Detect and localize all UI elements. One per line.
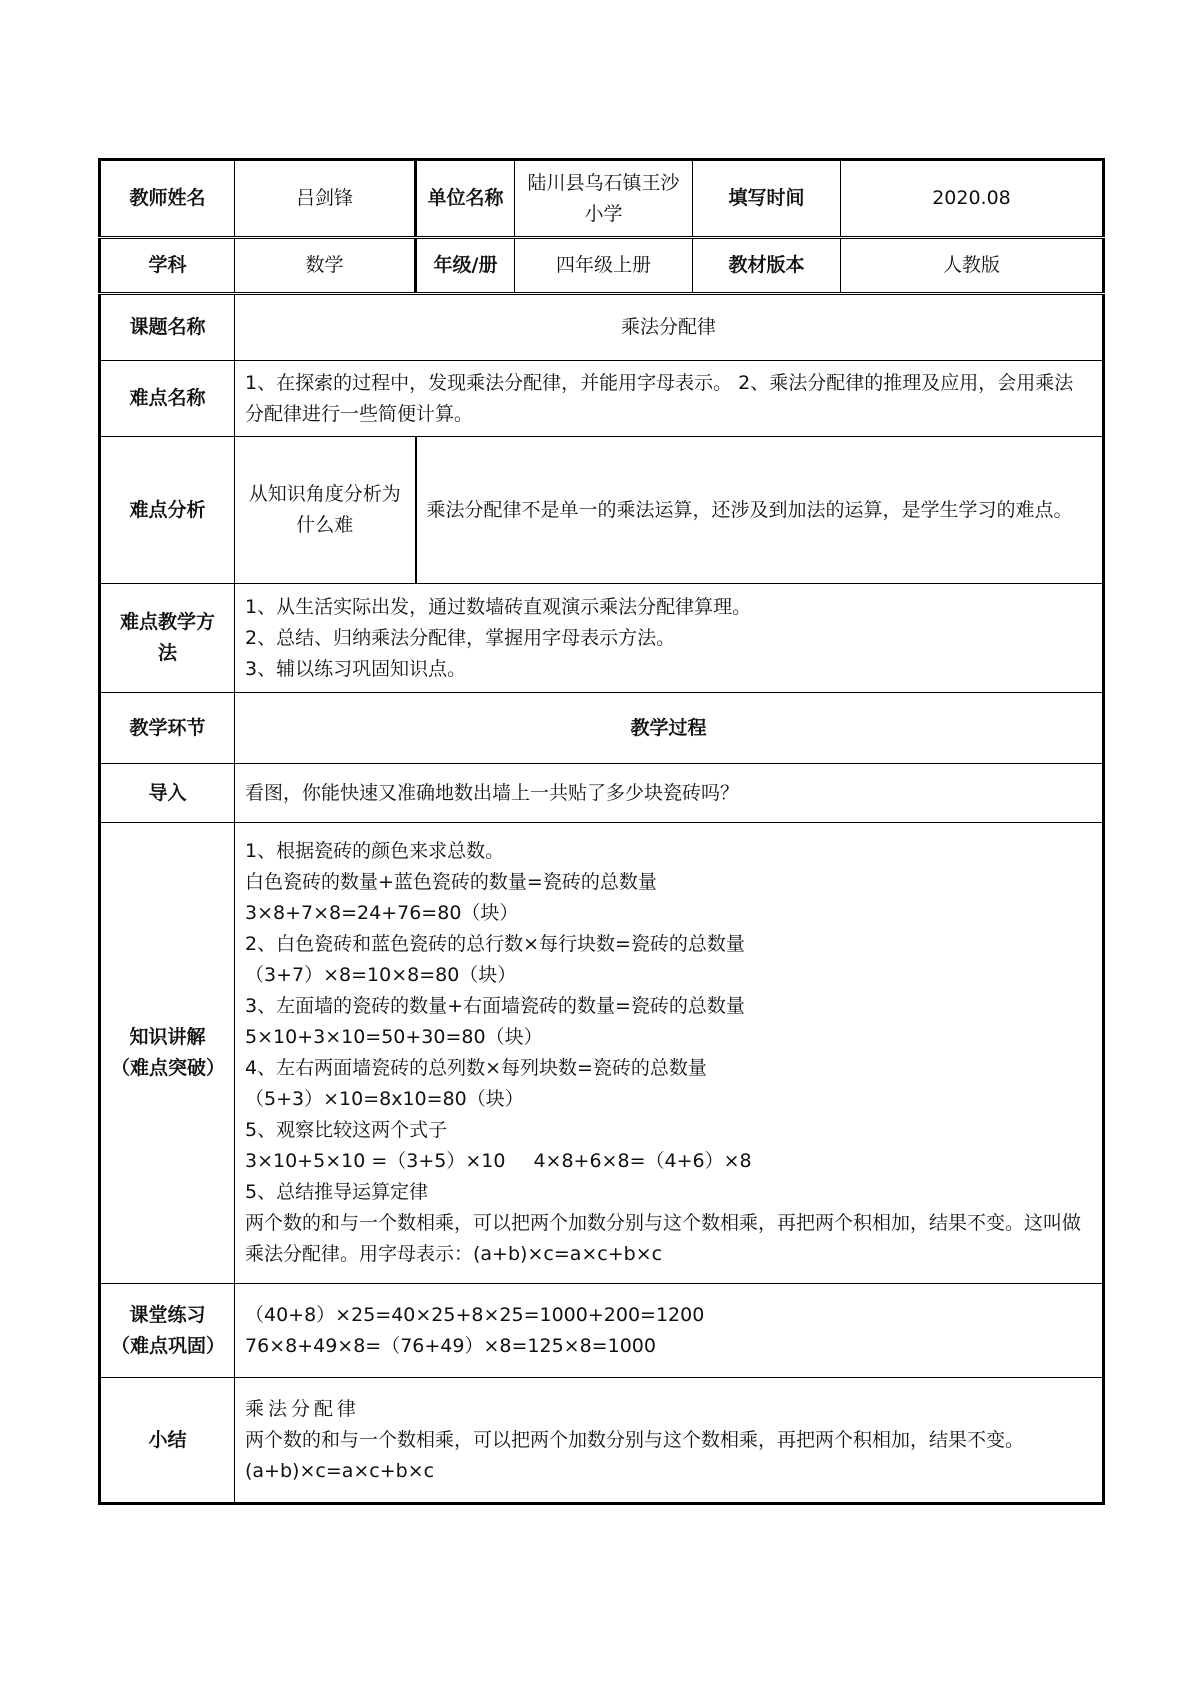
knowledge-line: 5、观察比较这两个式子 xyxy=(245,1119,448,1141)
intro-label: 导入 xyxy=(100,764,235,823)
summary-row xyxy=(100,1378,1104,1504)
unit-name-label: 单位名称 xyxy=(416,160,515,238)
method-line: 2、总结、归纳乘法分配律，掌握用字母表示方法。 xyxy=(245,626,676,649)
process-title: 教学过程 xyxy=(235,693,1104,764)
summary-title: 乘法分配律 xyxy=(245,1397,361,1420)
grade-label: 年级/册 xyxy=(416,238,515,294)
teacher-name-value: 吕剑锋 xyxy=(235,160,416,238)
practice-row xyxy=(100,1284,1104,1378)
knowledge-line: 1、根据瓷砖的颜色来求总数。 xyxy=(245,840,505,862)
header-row-2 xyxy=(100,238,1104,294)
difficulty-row xyxy=(100,361,1104,437)
knowledge-compare-line xyxy=(245,1146,1092,1177)
analysis-text: 乘法分配律不是单一的乘法运算，还涉及到加法的运算，是学生学习的难点。 xyxy=(426,498,1073,521)
practice-value xyxy=(235,1284,1104,1378)
header-row-1 xyxy=(100,160,1104,238)
analysis-value xyxy=(416,437,1104,584)
method-row xyxy=(100,584,1104,693)
analysis-row xyxy=(100,437,1104,584)
process-header-row xyxy=(100,693,1104,764)
practice-label: 课堂练习（难点巩固） xyxy=(100,1284,235,1378)
difficulty-label: 难点名称 xyxy=(100,361,235,437)
knowledge-line: 3×8+7×8=24+76=80（块） xyxy=(245,902,519,924)
method-line: 3、辅以练习巩固知识点。 xyxy=(245,657,467,680)
knowledge-line: 4、左右两面墙瓷砖的总列数×每列块数=瓷砖的总数量 xyxy=(245,1057,707,1079)
method-value xyxy=(235,584,1104,693)
process-step-label: 教学环节 xyxy=(100,693,235,764)
fill-time-label: 填写时间 xyxy=(693,160,841,238)
analysis-sub-label: 从知识角度分析为什么难 xyxy=(235,437,416,584)
difficulty-value xyxy=(235,361,1104,437)
knowledge-line: 3、左面墙的瓷砖的数量+右面墙瓷砖的数量=瓷砖的总数量 xyxy=(245,995,745,1017)
analysis-label: 难点分析 xyxy=(100,437,235,584)
compare-expression-b: 4×8+6×8=（4+6）×8 xyxy=(533,1150,752,1172)
knowledge-line: （5+3）×10=8x10=80（块） xyxy=(245,1088,524,1110)
topic-value: 乘法分配律 xyxy=(235,294,1104,361)
topic-row xyxy=(100,294,1104,361)
knowledge-rule-text: 两个数的和与一个数相乘，可以把两个加数分别与这个数相乘，再把两个积相加，结果不变。这叫做乘法分配律。用字母表示：(a+b)×c=a×c+b×c xyxy=(245,1212,1082,1265)
intro-value: 看图，你能快速又准确地数出墙上一共贴了多少块瓷砖吗？ xyxy=(235,764,1104,823)
summary-value xyxy=(235,1378,1104,1504)
edition-value: 人教版 xyxy=(841,238,1104,294)
practice-line: （40+8）×25=40×25+8×25=1000+200=1200 xyxy=(245,1303,705,1326)
knowledge-rule-title: 5、总结推导运算定律 xyxy=(245,1181,429,1203)
lesson-plan-table xyxy=(98,158,1105,1505)
topic-label: 课题名称 xyxy=(100,294,235,361)
teacher-name-label: 教师姓名 xyxy=(100,160,235,238)
knowledge-row xyxy=(100,823,1104,1284)
knowledge-label: 知识讲解（难点突破） xyxy=(100,823,235,1284)
practice-line: 76×8+49×8=（76+49）×8=125×8=1000 xyxy=(245,1334,656,1357)
difficulty-text: 1、在探索的过程中，发现乘法分配律，并能用字母表示。 2、乘法分配律的推理及应用，会用乘法分配律进行一些简便计算。 xyxy=(245,371,1074,425)
knowledge-line: 5×10+3×10=50+30=80（块） xyxy=(245,1026,543,1048)
compare-expression-a: 3×10+5×10 =（3+5）×10 xyxy=(245,1150,506,1172)
intro-row xyxy=(100,764,1104,823)
summary-text: 两个数的和与一个数相乘，可以把两个加数分别与这个数相乘，再把两个积相加，结果不变。 xyxy=(245,1428,1025,1451)
edition-label: 教材版本 xyxy=(693,238,841,294)
grade-value: 四年级上册 xyxy=(515,238,693,294)
summary-label: 小结 xyxy=(100,1378,235,1504)
subject-value: 数学 xyxy=(235,238,416,294)
knowledge-line: （3+7）×8=10×8=80（块） xyxy=(245,964,517,986)
summary-formula: (a+b)×c=a×c+b×c xyxy=(245,1459,435,1482)
knowledge-value xyxy=(235,823,1104,1284)
method-line: 1、从生活实际出发，通过数墙砖直观演示乘法分配律算理。 xyxy=(245,595,752,618)
knowledge-line: 白色瓷砖的数量+蓝色瓷砖的数量=瓷砖的总数量 xyxy=(245,871,657,893)
method-label: 难点教学方法 xyxy=(100,584,235,693)
subject-label: 学科 xyxy=(100,238,235,294)
fill-time-value: 2020.08 xyxy=(841,160,1104,238)
knowledge-line: 2、白色瓷砖和蓝色瓷砖的总行数×每行块数=瓷砖的总数量 xyxy=(245,933,745,955)
unit-name-value: 陆川县乌石镇王沙小学 xyxy=(515,160,693,238)
